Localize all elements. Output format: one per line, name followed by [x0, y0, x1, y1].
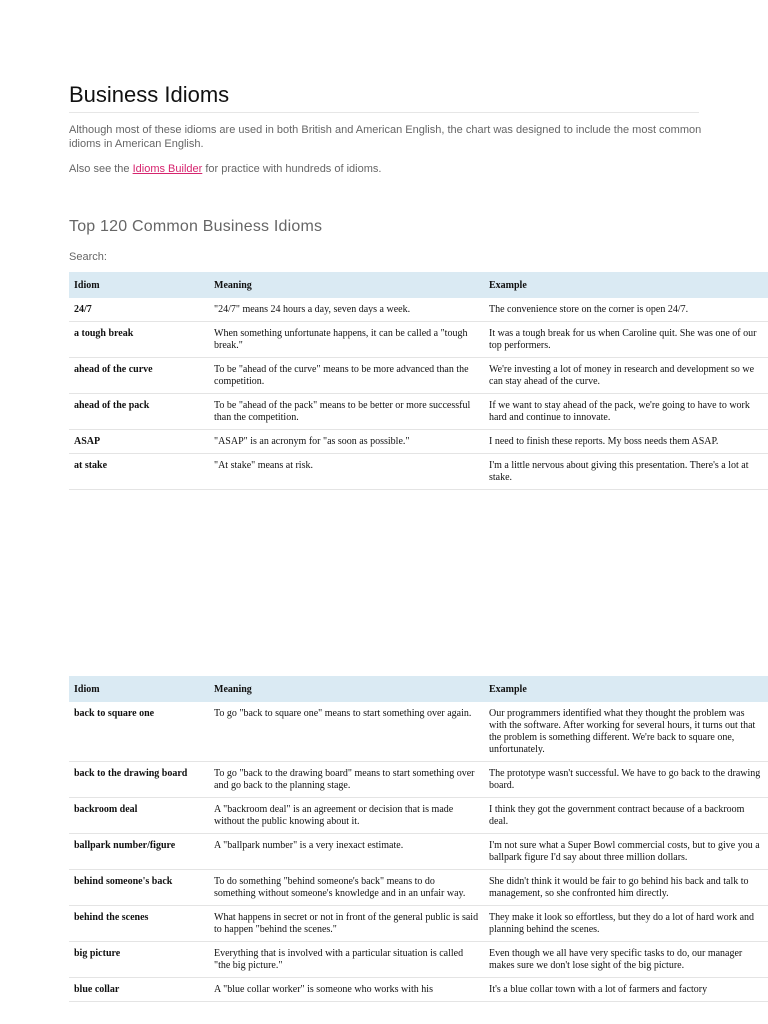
column-header-example[interactable]: Example	[484, 676, 768, 702]
cell-idiom: back to the drawing board	[69, 762, 209, 798]
cell-meaning: A "blue collar worker" is someone who works with his	[209, 978, 484, 1002]
cell-example: I'm not sure what a Super Bowl commercial costs, but to give you a ballpark figure I'd say about three million dollars.	[484, 834, 768, 870]
idioms-table-bottom	[69, 676, 768, 1002]
cell-meaning: "At stake" means at risk.	[209, 454, 484, 490]
cell-meaning: "ASAP" is an acronym for "as soon as possible."	[209, 430, 484, 454]
table-row	[69, 358, 768, 394]
column-header-example[interactable]: Example	[484, 272, 768, 298]
cell-idiom: 24/7	[69, 298, 209, 322]
table-row	[69, 430, 768, 454]
page-title: Business Idioms	[69, 82, 699, 113]
table-row	[69, 798, 768, 834]
cell-example: I'm a little nervous about giving this presentation. There's a lot at stake.	[484, 454, 768, 490]
table-row	[69, 870, 768, 906]
cell-idiom: ahead of the pack	[69, 394, 209, 430]
see-also-suffix: for practice with hundreds of idioms.	[202, 163, 382, 175]
table-row	[69, 834, 768, 870]
cell-idiom: ASAP	[69, 430, 209, 454]
cell-meaning: To be "ahead of the curve" means to be more advanced than the competition.	[209, 358, 484, 394]
column-header-idiom[interactable]: Idiom	[69, 272, 209, 298]
cell-meaning: When something unfortunate happens, it can be called a "tough break."	[209, 322, 484, 358]
column-header-meaning[interactable]: Meaning	[209, 676, 484, 702]
cell-example: The prototype wasn't successful. We have to go back to the drawing board.	[484, 762, 768, 798]
table-body	[69, 298, 768, 490]
cell-example: Even though we all have very specific tasks to do, our manager makes sure we don't lose sight of the big picture.	[484, 942, 768, 978]
cell-meaning: To go "back to the drawing board" means to start something over and go back to the planning stage.	[209, 762, 484, 798]
section-title: Top 120 Common Business Idioms	[69, 218, 323, 235]
cell-example: The convenience store on the corner is open 24/7.	[484, 298, 768, 322]
column-header-meaning[interactable]: Meaning	[209, 272, 484, 298]
idioms-table-top	[69, 272, 768, 490]
cell-idiom: ahead of the curve	[69, 358, 209, 394]
cell-meaning: What happens in secret or not in front of the general public is said to happen "behind the scenes."	[209, 906, 484, 942]
cell-idiom: blue collar	[69, 978, 209, 1002]
cell-meaning: A "backroom deal" is an agreement or decision that is made without the public knowing about it.	[209, 798, 484, 834]
cell-idiom: backroom deal	[69, 798, 209, 834]
cell-example: If we want to stay ahead of the pack, we're going to have to work hard and continue to innovate.	[484, 394, 768, 430]
cell-idiom: behind the scenes	[69, 906, 209, 942]
cell-example: We're investing a lot of money in research and development so we can stay ahead of the curve.	[484, 358, 768, 394]
column-header-idiom[interactable]: Idiom	[69, 676, 209, 702]
cell-example: I need to finish these reports. My boss needs them ASAP.	[484, 430, 768, 454]
cell-example: It's a blue collar town with a lot of farmers and factory	[484, 978, 768, 1002]
search-label: Search:	[69, 251, 107, 263]
table-row	[69, 454, 768, 490]
cell-meaning: A "ballpark number" is a very inexact estimate.	[209, 834, 484, 870]
table-row	[69, 942, 768, 978]
table-row	[69, 702, 768, 762]
table-row	[69, 762, 768, 798]
table-row	[69, 978, 768, 1002]
cell-example: They make it look so effortless, but they do a lot of hard work and planning behind the scenes.	[484, 906, 768, 942]
cell-meaning: To do something "behind someone's back" means to do something without someone's knowledge and in an unfair way.	[209, 870, 484, 906]
table-row	[69, 394, 768, 430]
cell-idiom: behind someone's back	[69, 870, 209, 906]
cell-meaning: To be "ahead of the pack" means to be better or more successful than the competition.	[209, 394, 484, 430]
table-body	[69, 702, 768, 1002]
cell-idiom: ballpark number/figure	[69, 834, 209, 870]
cell-meaning: "24/7" means 24 hours a day, seven days a week.	[209, 298, 484, 322]
cell-example: It was a tough break for us when Caroline quit. She was one of our top performers.	[484, 322, 768, 358]
cell-idiom: at stake	[69, 454, 209, 490]
see-also-prefix: Also see the	[69, 163, 133, 175]
table-row	[69, 906, 768, 942]
table-header-row	[69, 676, 768, 702]
table-row	[69, 322, 768, 358]
cell-idiom: a tough break	[69, 322, 209, 358]
cell-meaning: Everything that is involved with a particular situation is called "the big picture."	[209, 942, 484, 978]
idioms-builder-link[interactable]: Idioms Builder	[132, 163, 203, 175]
cell-example: I think they got the government contract because of a backroom deal.	[484, 798, 768, 834]
see-also-line	[69, 163, 381, 175]
cell-example: Our programmers identified what they thought the problem was with the software. After working for several hours, it turns out that the problem is something different. We're back to square one, unfortunately.	[484, 702, 768, 762]
cell-meaning: To go "back to square one" means to start something over again.	[209, 702, 484, 762]
cell-idiom: big picture	[69, 942, 209, 978]
cell-example: She didn't think it would be fair to go behind his back and talk to management, so she confronted him directly.	[484, 870, 768, 906]
intro-paragraph: Although most of these idioms are used in both British and American English, the chart was designed to include the most common idioms in American English.	[69, 124, 702, 150]
table-row	[69, 298, 768, 322]
table-header-row	[69, 272, 768, 298]
cell-idiom: back to square one	[69, 702, 209, 762]
